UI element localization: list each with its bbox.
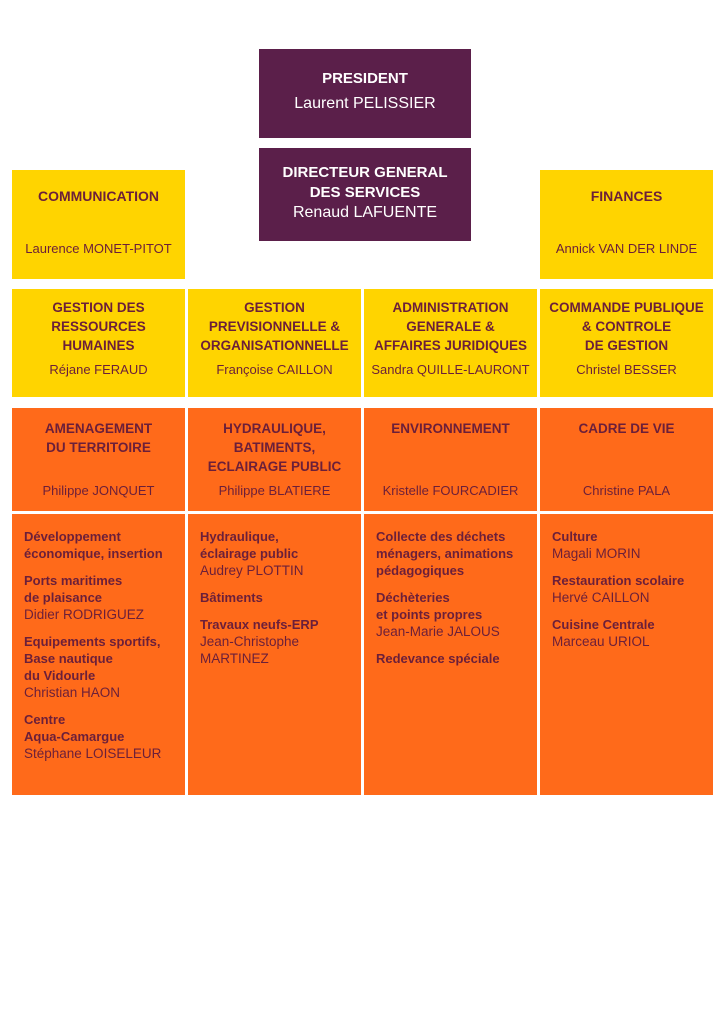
service-person: Hervé CAILLON	[552, 590, 650, 605]
service-title-line: et points propres	[376, 607, 483, 622]
service-title-line: Travaux neufs-ERP	[200, 617, 319, 632]
service-title-line: du Vidourle	[24, 668, 96, 683]
service-person: Jean-Marie JALOUS	[376, 624, 500, 639]
middle-title-line: PREVISIONNELLE &	[208, 319, 341, 334]
department-header-amenagement	[12, 408, 185, 511]
middle-name: Christel BESSER	[576, 362, 677, 377]
service-title-line: Hydraulique,	[200, 529, 279, 544]
service-person: Audrey PLOTTIN	[200, 563, 304, 578]
department-header-environnement	[364, 408, 537, 511]
middle-name: Réjane FERAUD	[49, 362, 148, 377]
dgs-name: Renaud LAFUENTE	[292, 204, 438, 221]
middle-box-commande	[540, 289, 713, 397]
service-title-line: Redevance spéciale	[376, 651, 500, 666]
service-item	[24, 572, 177, 623]
service-title-line: Culture	[552, 529, 598, 544]
middle-title-line: COMMANDE PUBLIQUE	[549, 300, 704, 315]
department-name: Kristelle FOURCADIER	[382, 483, 519, 498]
service-item	[552, 572, 705, 606]
service-title-line: ménagers, animations	[376, 546, 514, 561]
finances-box	[540, 170, 713, 279]
service-title-line: Ports maritimes	[24, 573, 123, 588]
department-detail-cadre-de-vie	[540, 514, 713, 795]
department-detail-amenagement	[12, 514, 185, 795]
service-item	[376, 650, 529, 667]
department-detail-hydraulique	[188, 514, 361, 795]
finances-name: Annick VAN DER LINDE	[555, 241, 698, 256]
middle-title-line: GESTION	[244, 300, 305, 315]
middle-name: Sandra QUILLE-LAURONT	[371, 362, 530, 377]
service-item	[24, 711, 177, 762]
service-item	[24, 633, 177, 701]
middle-name: Françoise CAILLON	[216, 362, 333, 377]
middle-title-line: AFFAIRES JURIDIQUES	[373, 338, 528, 353]
dgs-title-line2: DES SERVICES	[309, 184, 421, 201]
service-item	[24, 528, 177, 562]
department-title-line: ECLAIRAGE PUBLIC	[207, 459, 342, 474]
service-person: Stéphane LOISELEUR	[24, 746, 162, 761]
middle-title-line: ADMINISTRATION	[392, 300, 509, 315]
department-title-line: BATIMENTS,	[233, 440, 316, 455]
service-title-line: Déchèteries	[376, 590, 450, 605]
middle-title-line: HUMAINES	[62, 338, 135, 353]
service-person: Jean-Christophe	[200, 634, 300, 649]
service-person: Magali MORIN	[552, 546, 641, 561]
service-title-line: Centre	[24, 712, 66, 727]
communication-title: COMMUNICATION	[37, 188, 160, 204]
department-name: Christine PALA	[582, 483, 671, 498]
president-box	[259, 49, 471, 138]
middle-box-admin	[364, 289, 537, 397]
service-title-line: Bâtiments	[200, 590, 263, 605]
department-name: Philippe JONQUET	[42, 483, 155, 498]
finances-title: FINANCES	[590, 188, 663, 204]
department-title-line: AMENAGEMENT	[44, 421, 153, 436]
service-person: Marceau URIOL	[552, 634, 650, 649]
service-item	[200, 616, 353, 667]
service-title-line: Restauration scolaire	[552, 573, 685, 588]
middle-title-line: GENERALE &	[406, 319, 495, 334]
service-title-line: pédagogiques	[376, 563, 465, 578]
middle-box-gpo	[188, 289, 361, 397]
department-title-line: CADRE DE VIE	[578, 421, 675, 436]
service-item	[552, 616, 705, 650]
service-title-line: Développement	[24, 529, 121, 544]
middle-title-line: DE GESTION	[584, 338, 669, 353]
department-header-hydraulique	[188, 408, 361, 511]
service-title-line: Base nautique	[24, 651, 113, 666]
service-title-line: Equipements sportifs,	[24, 634, 161, 649]
middle-title-line: GESTION DES	[52, 300, 145, 315]
department-title-line: HYDRAULIQUE,	[223, 421, 326, 436]
service-person: Didier RODRIGUEZ	[24, 607, 145, 622]
department-name: Philippe BLATIERE	[218, 483, 331, 498]
service-title-line: Cuisine Centrale	[552, 617, 655, 632]
department-detail-environnement	[364, 514, 537, 795]
service-item	[376, 528, 529, 579]
middle-box-rh	[12, 289, 185, 397]
service-title-line: de plaisance	[24, 590, 103, 605]
dgs-box	[259, 148, 471, 241]
middle-title-line: & CONTROLE	[581, 319, 672, 334]
service-title-line: éclairage public	[200, 546, 299, 561]
service-title-line: Aqua-Camargue	[24, 729, 125, 744]
service-item	[200, 589, 353, 606]
service-person: MARTINEZ	[200, 651, 269, 666]
department-title-line: DU TERRITOIRE	[46, 440, 151, 455]
middle-title-line: RESSOURCES	[51, 319, 146, 334]
service-person: Christian HAON	[24, 685, 121, 700]
department-title-line: ENVIRONNEMENT	[391, 421, 510, 436]
department-header-cadre-de-vie	[540, 408, 713, 511]
communication-name: Laurence MONET-PITOT	[25, 241, 172, 256]
president-title: PRESIDENT	[322, 70, 408, 87]
middle-title-line: ORGANISATIONNELLE	[200, 338, 349, 353]
communication-box	[12, 170, 185, 279]
service-item	[376, 589, 529, 640]
service-title-line: économique, insertion	[24, 546, 163, 561]
dgs-title-line1: DIRECTEUR GENERAL	[282, 164, 448, 181]
service-item	[200, 528, 353, 579]
service-title-line: Collecte des déchets	[376, 529, 506, 544]
president-name: Laurent PELISSIER	[294, 95, 436, 112]
service-item	[552, 528, 705, 562]
